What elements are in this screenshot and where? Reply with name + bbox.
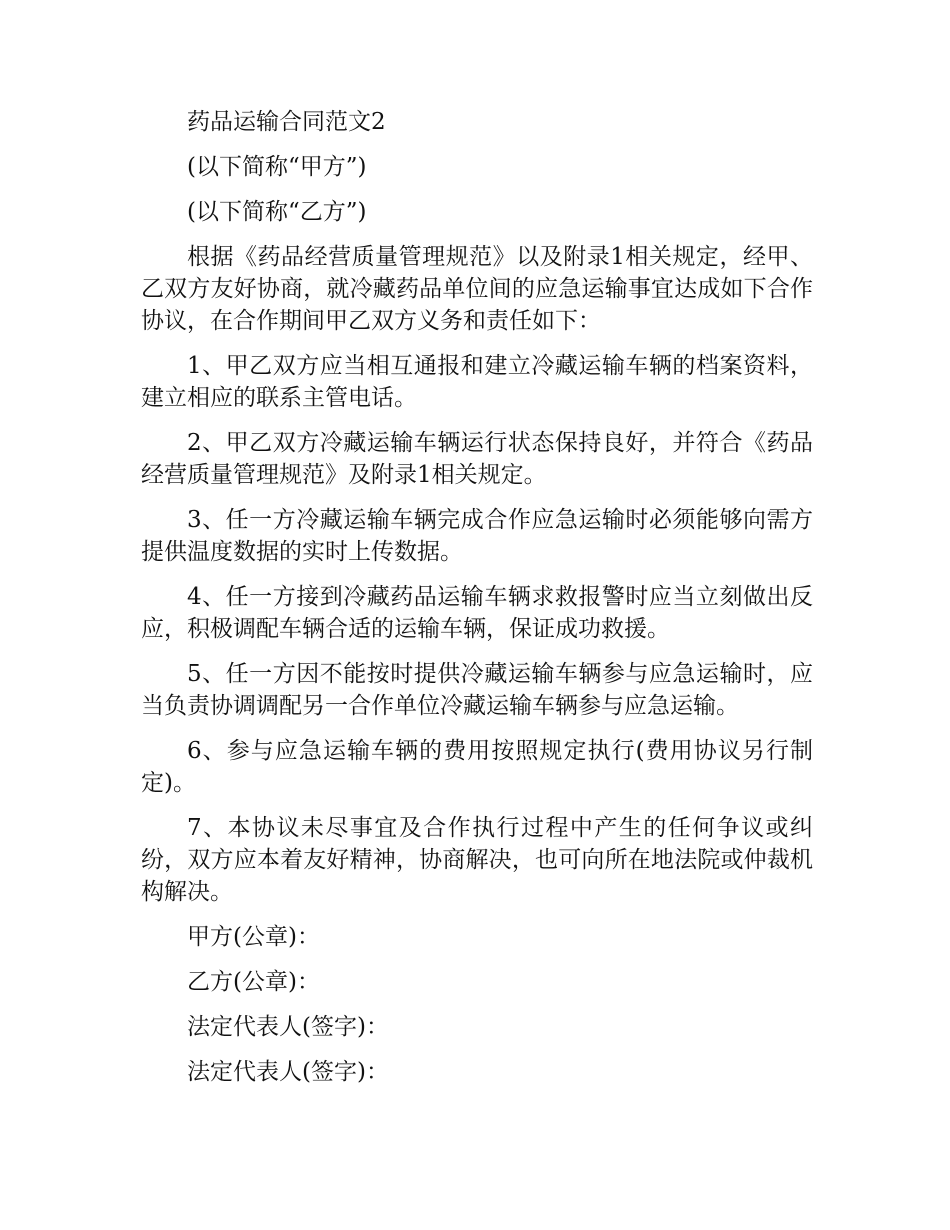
clause-1: 1、甲乙双方应当相互通报和建立冷藏运输车辆的档案资料，建立相应的联系主管电话。 — [141, 353, 813, 411]
signature-party-b-seal: 乙方(公章)： — [187, 969, 320, 995]
clause-6: 6、参与应急运输车辆的费用按照规定执行(费用协议另行制定)。 — [141, 738, 813, 796]
clause-5: 5、任一方因不能按时提供冷藏运输车辆参与应急运输时，应当负责协调调配另一合作单位冷藏运输车辆参与应急运输。 — [141, 661, 813, 719]
clause-2: 2、甲乙双方冷藏运输车辆运行状态保持良好，并符合《药品经营质量管理规范》及附录1相关规定。 — [141, 430, 813, 488]
party-a-note: (以下简称“甲方”) — [187, 154, 367, 180]
clause-4: 4、任一方接到冷藏药品运输车辆求救报警时应当立刻做出反应，积极调配车辆合适的运输车辆，保证成功救援。 — [141, 584, 813, 642]
document-body — [141, 106, 813, 1101]
intro-paragraph: 根据《药品经营质量管理规范》以及附录1相关规定，经甲、乙双方友好协商，就冷藏药品单位间的应急运输事宜达成如下合作协议，在合作期间甲乙双方义务和责任如下： — [141, 244, 813, 334]
signature-legal-rep-b: 法定代表人(签字)： — [187, 1059, 389, 1085]
clause-3: 3、任一方冷藏运输车辆完成合作应急运输时必须能够向需方提供温度数据的实时上传数据。 — [141, 507, 813, 565]
party-b-note: (以下简称“乙方”) — [187, 199, 367, 225]
signature-party-a-seal: 甲方(公章)： — [187, 924, 320, 950]
clause-7: 7、本协议未尽事宜及合作执行过程中产生的任何争议或纠纷，双方应本着友好精神，协商解决，也可向所在地法院或仲裁机构解决。 — [141, 815, 813, 905]
signature-legal-rep-a: 法定代表人(签字)： — [187, 1014, 389, 1040]
document-title: 药品运输合同范文2 — [187, 109, 386, 135]
